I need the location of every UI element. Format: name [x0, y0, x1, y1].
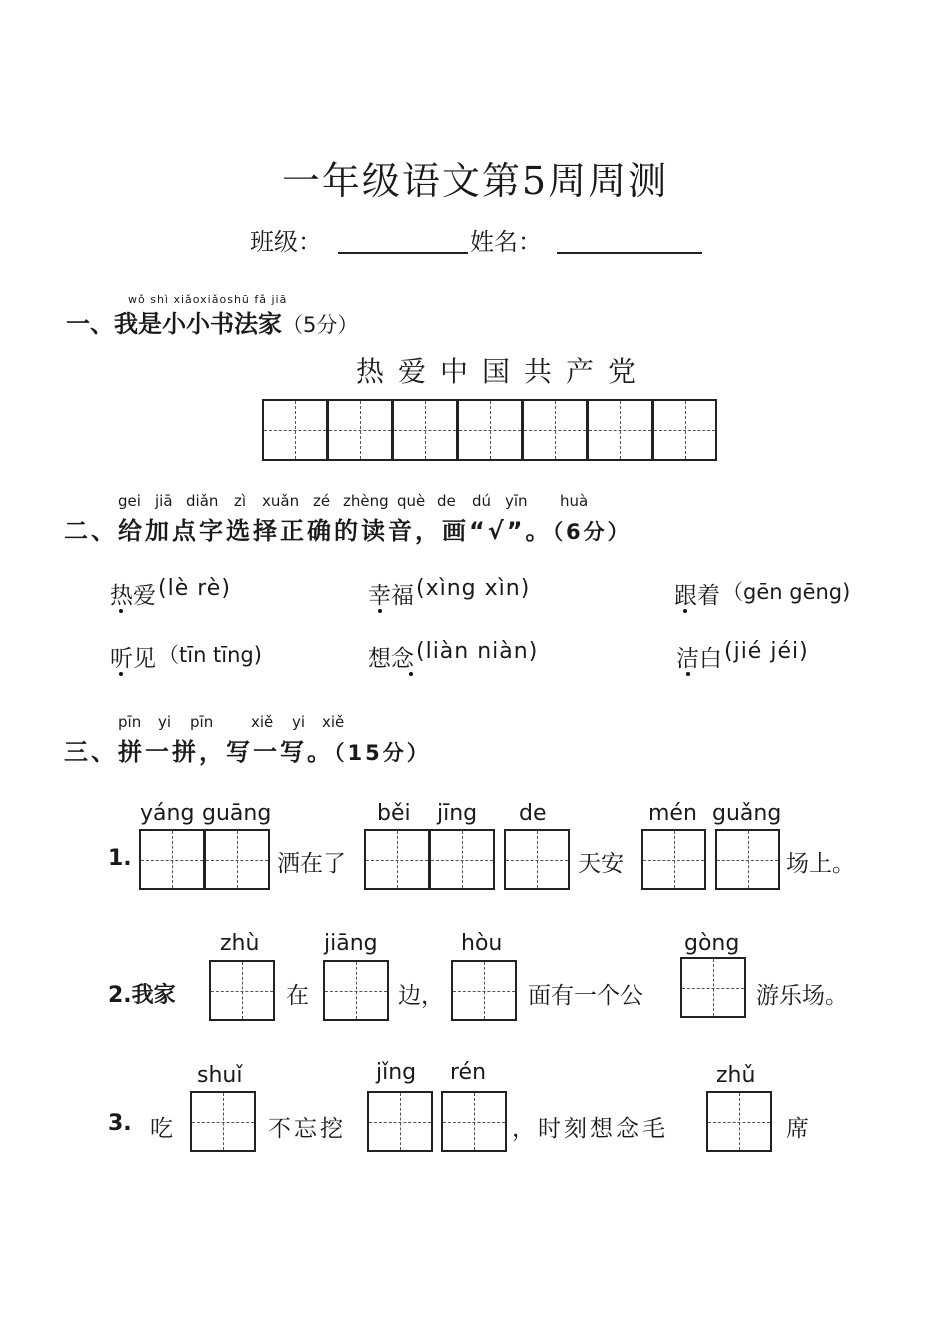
- sentence-text: 不忘挖: [268, 1116, 346, 1142]
- writing-box[interactable]: [680, 957, 746, 1018]
- pinyin: yáng: [140, 801, 195, 826]
- writing-box[interactable]: [209, 960, 275, 1021]
- name-label: 姓名：: [470, 228, 542, 256]
- pinyin: běi: [377, 801, 411, 826]
- pinyin: mén: [648, 801, 697, 826]
- emphasis-dot: [119, 672, 123, 676]
- item-options[interactable]: (jié jéi): [724, 639, 809, 664]
- pinyin: yi: [158, 713, 172, 731]
- sentence-text: 场上。: [786, 851, 855, 877]
- section3-heading-text: 三、拼一拼，写一写。: [64, 738, 334, 766]
- section1-words: 热爱中国共产党: [356, 355, 651, 388]
- section3-score: （15分）: [334, 741, 431, 765]
- writing-box[interactable]: [652, 399, 717, 461]
- writing-box[interactable]: [392, 399, 458, 461]
- sentence-text: 洒在了: [277, 851, 346, 877]
- pinyin: jīng: [437, 801, 478, 826]
- pinyin: zì: [234, 492, 247, 510]
- emphasis-dot: [409, 672, 413, 676]
- emphasis-dot: [378, 609, 382, 613]
- pinyin: huà: [560, 492, 589, 510]
- sentence-text: 面有一个公: [528, 983, 643, 1009]
- pinyin: zhù: [220, 931, 260, 956]
- pinyin: rén: [450, 1060, 487, 1085]
- section1-pinyin: wǒ shì xiǎoxiǎoshū fǎ jiā: [128, 293, 288, 306]
- pinyin: diǎn: [186, 492, 219, 510]
- writing-box[interactable]: [587, 399, 653, 461]
- writing-box[interactable]: [327, 399, 393, 461]
- sentence-text: 天安: [578, 851, 624, 877]
- item-word: 想念: [368, 646, 414, 672]
- pinyin: yi: [292, 713, 306, 731]
- writing-box[interactable]: [204, 829, 270, 890]
- emphasis-dot: [686, 672, 690, 676]
- pinyin: xiě: [322, 713, 345, 731]
- pinyin: dú: [472, 492, 492, 510]
- sentence-text: 吃: [150, 1116, 173, 1142]
- pinyin: què: [397, 492, 426, 510]
- writing-box[interactable]: [429, 829, 495, 890]
- writing-box[interactable]: [364, 829, 430, 890]
- writing-box[interactable]: [706, 1091, 772, 1152]
- sentence-text: 在: [286, 983, 309, 1009]
- pinyin: jiā: [155, 492, 173, 510]
- pinyin: jǐng: [376, 1060, 417, 1085]
- writing-box[interactable]: [504, 829, 570, 890]
- pinyin: gòng: [684, 931, 740, 956]
- writing-box[interactable]: [323, 960, 389, 1021]
- pinyin: yīn: [505, 492, 528, 510]
- section2-heading: [64, 511, 632, 546]
- writing-box[interactable]: [451, 960, 517, 1021]
- item-word: 洁白: [676, 646, 722, 672]
- emphasis-dot: [683, 609, 687, 613]
- sentence-number: 3.: [108, 1111, 132, 1136]
- pinyin: xiě: [251, 713, 274, 731]
- section1-heading: [66, 304, 358, 339]
- writing-box[interactable]: [522, 399, 588, 461]
- writing-box[interactable]: [367, 1091, 433, 1152]
- name-blank[interactable]: [557, 252, 702, 254]
- emphasis-dot: [119, 609, 123, 613]
- pinyin: de: [437, 492, 456, 510]
- writing-box[interactable]: [715, 829, 780, 890]
- class-label: 班级：: [250, 228, 322, 256]
- pinyin: de: [519, 801, 547, 826]
- writing-box[interactable]: [441, 1091, 507, 1152]
- writing-box[interactable]: [457, 399, 523, 461]
- sentence-text: 席: [786, 1116, 809, 1142]
- writing-box[interactable]: [190, 1091, 256, 1152]
- pinyin: zhèng: [343, 492, 389, 510]
- pinyin: guāng: [202, 801, 272, 826]
- sentence-text: 边，: [398, 983, 444, 1009]
- writing-box[interactable]: [139, 829, 205, 890]
- writing-box[interactable]: [262, 399, 328, 461]
- sentence-number: 1.: [108, 846, 132, 871]
- pinyin: xuǎn: [262, 492, 300, 510]
- item-options[interactable]: (xìng xìn): [416, 576, 531, 601]
- pinyin: zé: [313, 492, 331, 510]
- section2-heading-text: 二、给加点字选择正确的读音，画“√”。: [64, 517, 553, 545]
- section3-heading: [64, 732, 431, 767]
- item-options[interactable]: （gēn gēng): [722, 580, 851, 604]
- section1-score: （5分）: [282, 313, 359, 337]
- item-word: 热爱: [110, 583, 156, 609]
- sentence-text: ，时刻想念毛: [512, 1116, 668, 1142]
- item-options[interactable]: (liàn niàn): [416, 639, 539, 664]
- pinyin: jiāng: [324, 931, 378, 956]
- class-blank[interactable]: [338, 252, 468, 254]
- pinyin: hòu: [461, 931, 503, 956]
- item-word: 幸福: [368, 583, 414, 609]
- page-title: 一年级语文第5周周测: [281, 159, 669, 203]
- sentence-number: 2.我家: [108, 983, 176, 1008]
- item-word: 听见: [110, 646, 156, 672]
- sentence-text: 游乐场。: [756, 983, 848, 1009]
- item-options[interactable]: （tīn tīng): [158, 643, 262, 667]
- writing-box[interactable]: [641, 829, 706, 890]
- section1-heading-text: 一、我是小小书法家: [66, 310, 282, 338]
- pinyin: guǎng: [712, 801, 782, 826]
- pinyin: shuǐ: [197, 1063, 243, 1088]
- section2-score: （6分）: [552, 520, 632, 544]
- pinyin: pīn: [118, 713, 142, 731]
- item-options[interactable]: (lè rè): [158, 576, 231, 601]
- pinyin: gei: [118, 492, 141, 510]
- pinyin: zhǔ: [716, 1063, 756, 1088]
- item-word: 跟着: [674, 583, 720, 609]
- pinyin: pīn: [190, 713, 214, 731]
